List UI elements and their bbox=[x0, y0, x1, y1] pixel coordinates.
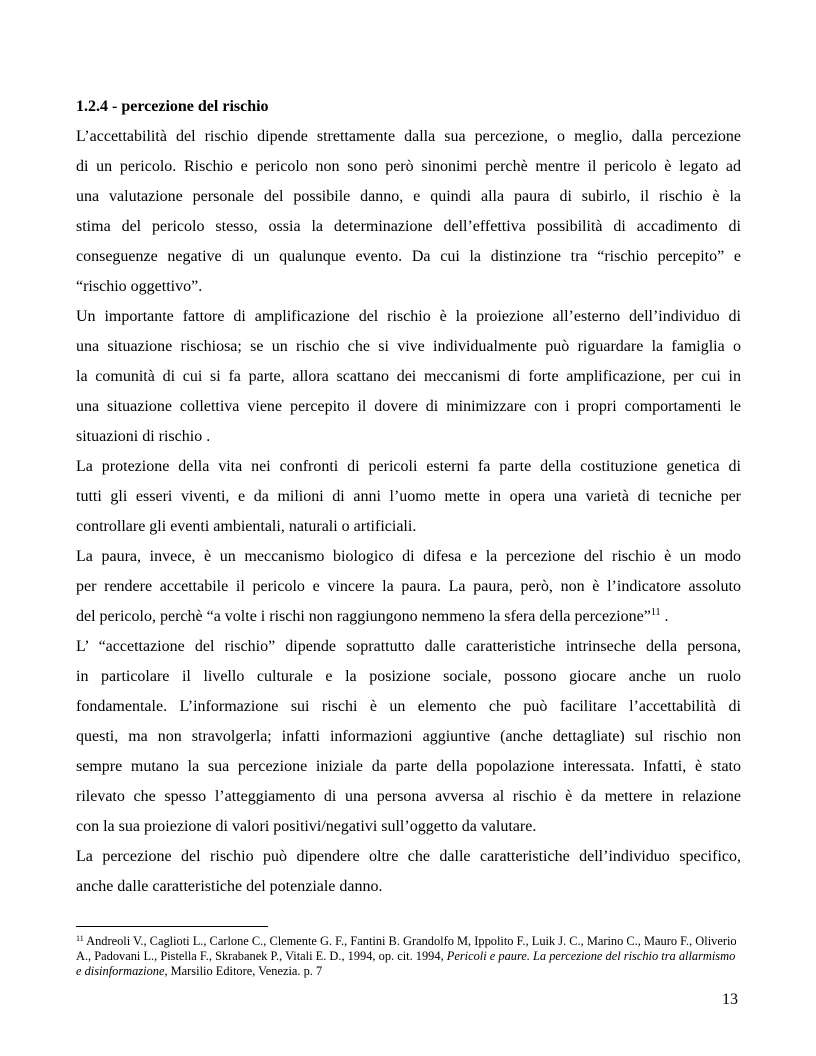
body-line-text: L’ “accettazione del rischio” dipende soprattutto dalle caratteristiche intrinseche della persona, bbox=[76, 638, 741, 655]
body-line-trailing-text: . bbox=[660, 608, 669, 625]
body-line-text: anche dalle caratteristiche del potenziale danno. bbox=[76, 878, 383, 895]
footnote-number: 11 bbox=[76, 934, 84, 943]
body-line-text: una valutazione personale del possibile danno, e quindi alla paura di subirlo, il rischio è la bbox=[76, 188, 741, 205]
section-heading: 1.2.4 - percezione del rischio bbox=[76, 98, 269, 115]
footnote-text: Andreoli V., Caglioti L., Carlone C., Clemente G. F., Fantini B. Grandolfo M, Ippolito F., Luik J. C., Marino C., Mauro F., Oliverio A., Padovani L., Pistella F., Skrabanek P., Vitali E. D., 1994, op. cit. 1994, bbox=[76, 934, 737, 963]
body-line bbox=[76, 752, 741, 782]
body-line-text: Un importante fattore di amplificazione del rischio è la proiezione all’esterno dell’individuo di bbox=[76, 308, 741, 325]
body-line-text: di un pericolo. Rischio e pericolo non sono però sinonimi perchè mentre il pericolo è legato ad bbox=[76, 158, 741, 175]
body-line bbox=[76, 152, 741, 182]
body-line bbox=[76, 392, 741, 422]
body-line-text: situazioni di rischio . bbox=[76, 428, 211, 445]
body-line bbox=[76, 452, 741, 482]
body-line bbox=[76, 662, 741, 692]
footnote-publisher: Marsilio Editore, Venezia. p. 7 bbox=[167, 964, 323, 978]
body-line-text: La paura, invece, è un meccanismo biologico di difesa e la percezione del rischio è un modo bbox=[76, 548, 741, 565]
body-line bbox=[76, 332, 741, 362]
body-line-text: una situazione rischiosa; se un rischio che si vive individualmente può riguardare la famiglia o bbox=[76, 338, 741, 355]
body-line bbox=[76, 122, 741, 152]
body-line-text: per rendere accettabile il pericolo e vincere la paura. La paura, però, non è l’indicatore assoluto bbox=[76, 578, 741, 595]
body-line-text: stima del pericolo stesso, ossia la determinazione dell’effettiva possibilità di accadimento di bbox=[76, 218, 741, 235]
body-line bbox=[76, 272, 202, 302]
body-line bbox=[76, 872, 383, 902]
body-line-text: “rischio oggettivo”. bbox=[76, 278, 203, 295]
body-line bbox=[76, 572, 741, 602]
body-line bbox=[76, 302, 741, 332]
body-line bbox=[76, 512, 416, 542]
body-line bbox=[76, 812, 536, 842]
body-line-text: La protezione della vita nei confronti di pericoli esterni fa parte della costituzione genetica di bbox=[76, 458, 741, 475]
body-line-text: in particolare il livello culturale e la posizione sociale, possono giocare anche un ruolo bbox=[76, 668, 741, 685]
body-line bbox=[76, 632, 741, 662]
body-line-text: sempre mutano la sua percezione iniziale da parte della popolazione interessata. Infatti, è stato bbox=[76, 758, 741, 775]
body-line-text: controllare gli eventi ambientali, naturali o artificiali. bbox=[76, 518, 417, 535]
body-line-text: del pericolo, perchè “a volte i rischi non raggiungono nemmeno la sfera della percezione” bbox=[76, 608, 651, 625]
body-line bbox=[76, 602, 669, 632]
body-line-text: rilevato che spesso l’atteggiamento di una persona avversa al rischio è da mettere in relazione bbox=[76, 788, 741, 805]
body-line bbox=[76, 362, 741, 392]
body-line bbox=[76, 182, 741, 212]
body-line-text: La percezione del rischio può dipendere oltre che dalle caratteristiche dell’individuo specifico, bbox=[76, 848, 741, 865]
body-line-text: conseguenze negative di un qualunque evento. Da cui la distinzione tra “rischio percepito” e bbox=[76, 248, 741, 265]
body-line bbox=[76, 542, 741, 572]
footnote-divider bbox=[76, 926, 268, 927]
page-number: 13 bbox=[722, 991, 738, 1008]
body-line-text: tutti gli esseri viventi, e da milioni di anni l’uomo mette in opera una varietà di tecniche per bbox=[76, 488, 741, 505]
body-line bbox=[76, 692, 741, 722]
body-line bbox=[76, 782, 741, 812]
body-line-text: una situazione collettiva viene percepito il dovere di minimizzare con i propri comportamenti le bbox=[76, 398, 741, 415]
body-line bbox=[76, 212, 741, 242]
body-line bbox=[76, 482, 741, 512]
body-line bbox=[76, 422, 210, 452]
footnote bbox=[76, 934, 741, 979]
body-line-text: L’accettabilità del rischio dipende strettamente dalla sua percezione, o meglio, dalla percezione bbox=[76, 128, 741, 145]
footnote-title: Pericoli e paure. La percezione del rischio tra allarmismo e disinformazione, bbox=[76, 949, 736, 978]
body-line-text: fondamentale. L’informazione sui rischi è un elemento che può facilitare l’accettabilità di bbox=[76, 698, 741, 715]
body-line bbox=[76, 722, 741, 752]
body-line-text: con la sua proiezione di valori positivi/negativi sull’oggetto da valutare. bbox=[76, 818, 537, 835]
body-line bbox=[76, 842, 741, 872]
body-line bbox=[76, 242, 741, 272]
body-line-text: la comunità di cui si fa parte, allora scattano dei meccanismi di forte amplificazione, per cui in bbox=[76, 368, 741, 385]
footnote-reference: 11 bbox=[650, 607, 661, 618]
body-line-text: questi, ma non stravolgerla; infatti informazioni aggiuntive (anche dettagliate) sul rischio non bbox=[76, 728, 741, 745]
